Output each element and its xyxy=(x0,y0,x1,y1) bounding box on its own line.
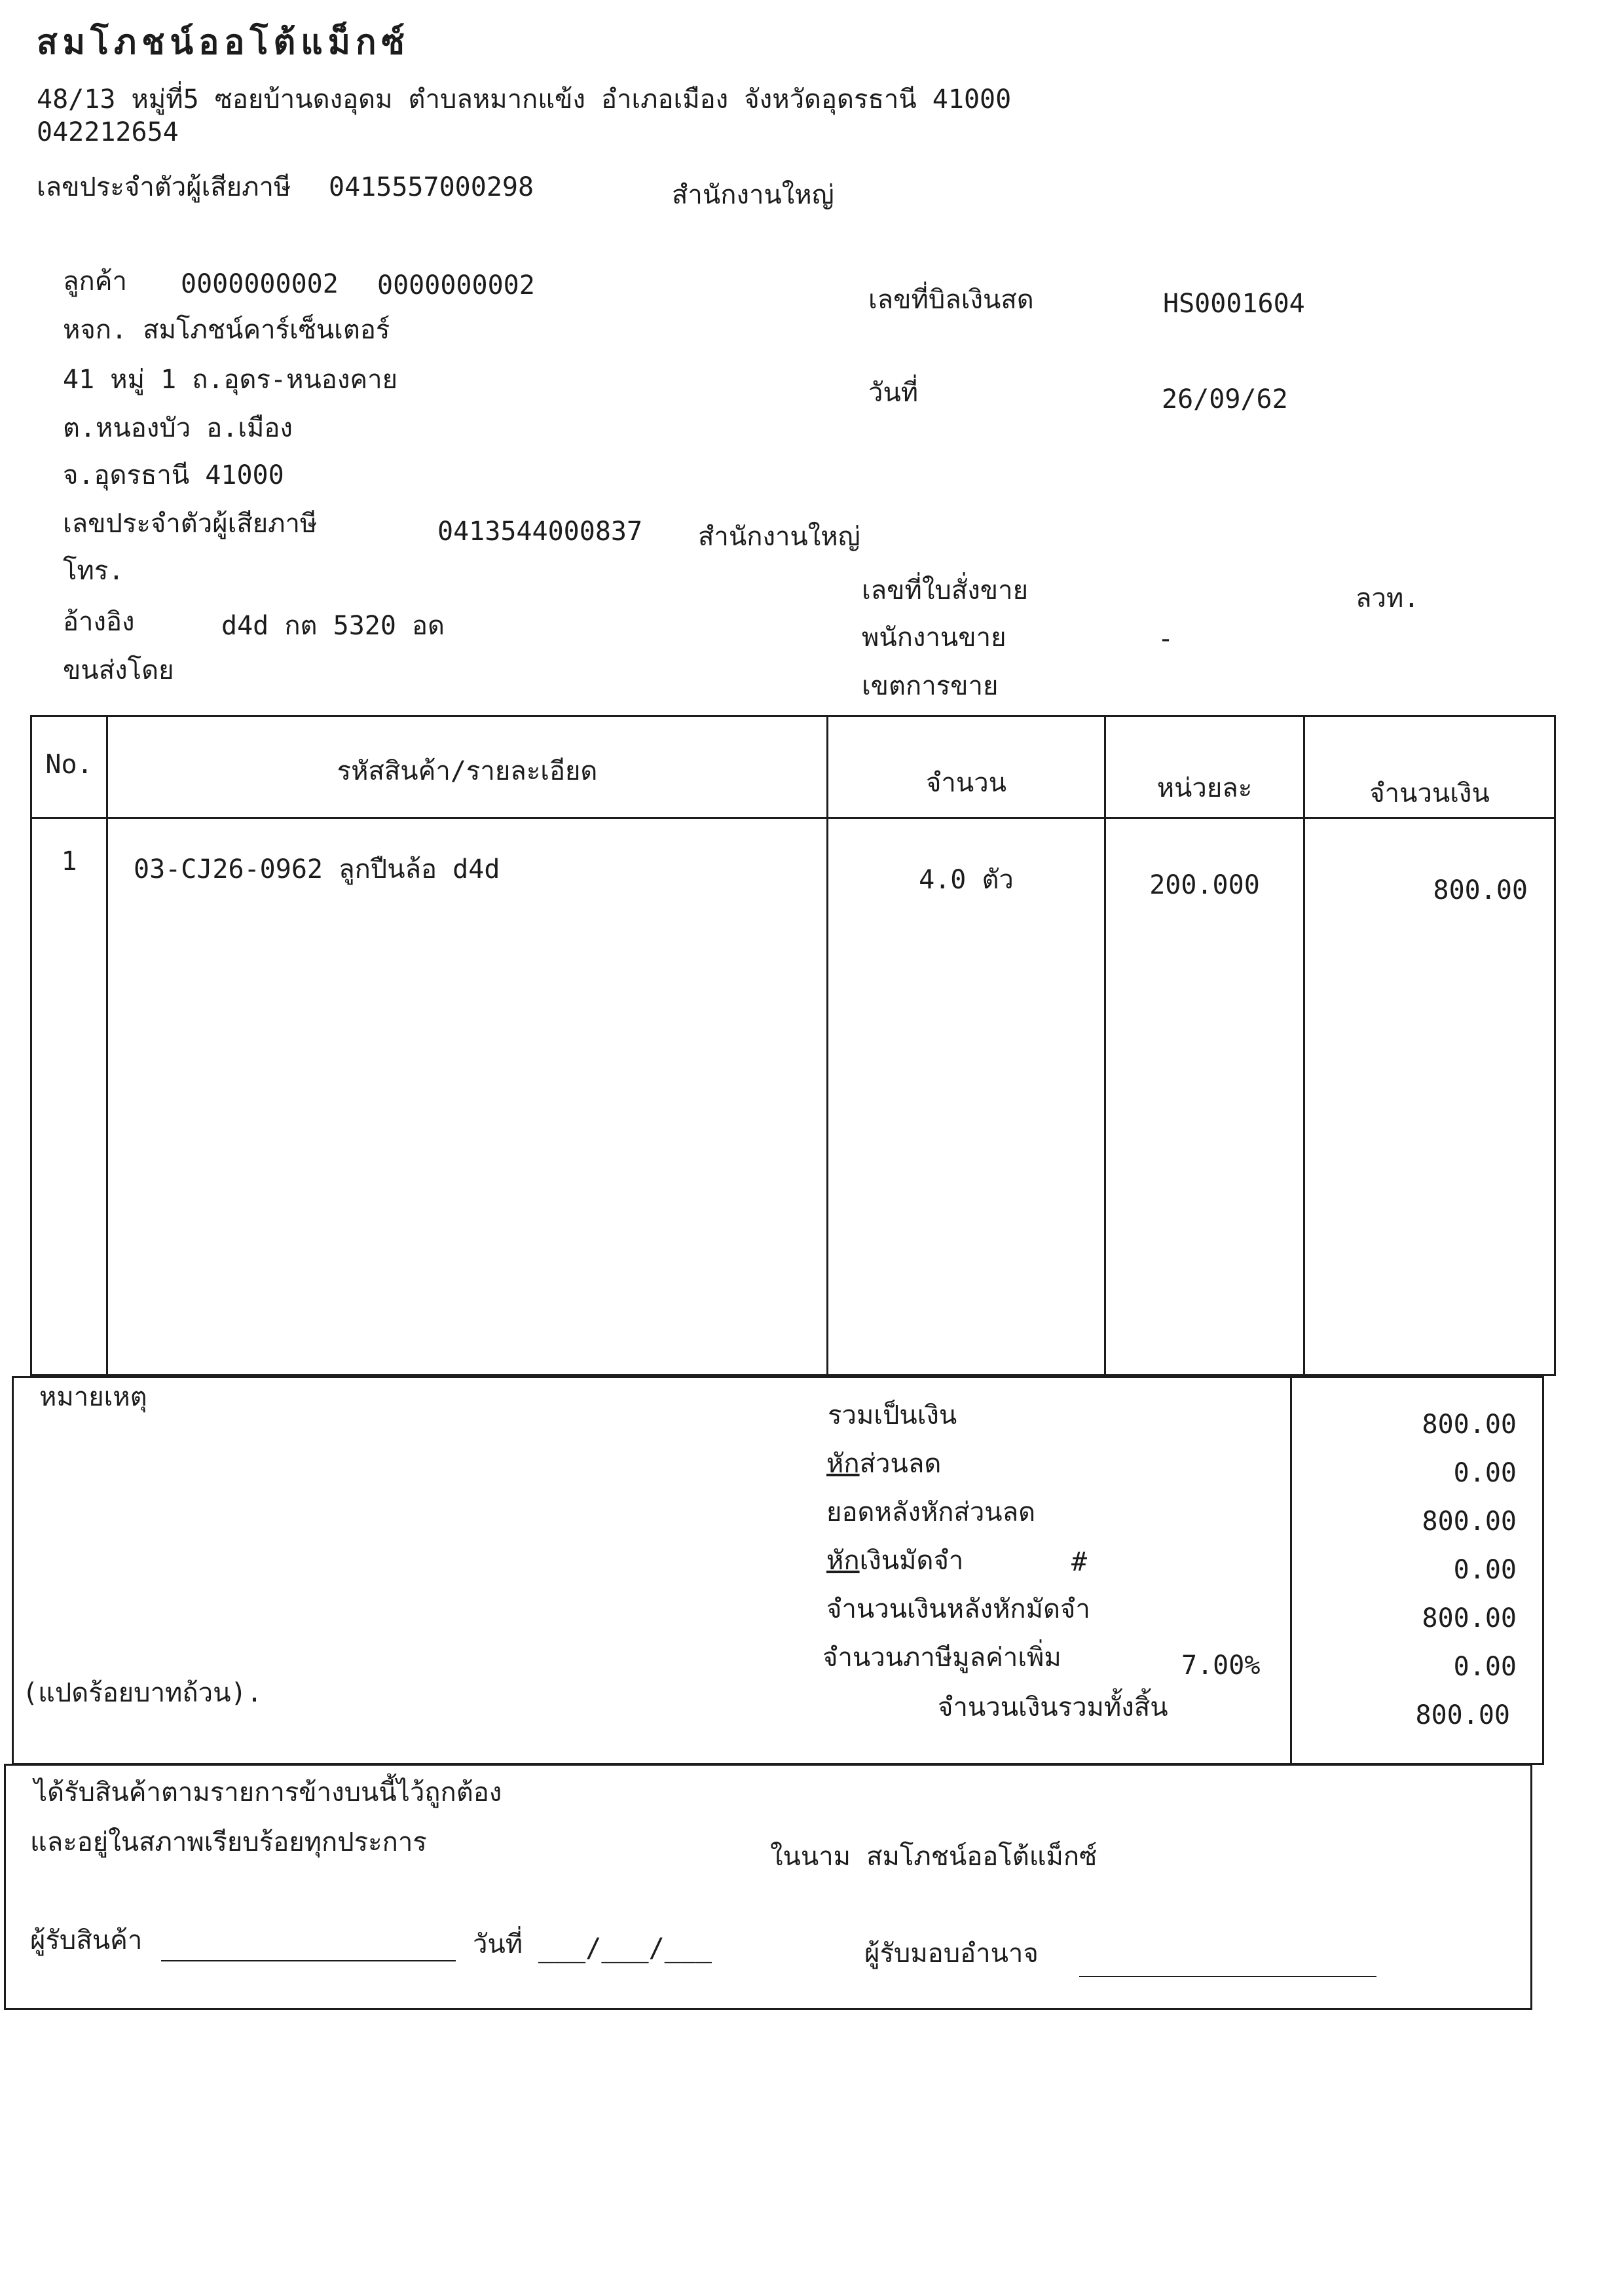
company-phone: 042212654 xyxy=(37,117,179,147)
received-line-1: ได้รับสินค้าตามรายการข้างบนนี้ไว้ถูกต้อง xyxy=(34,1777,502,1808)
row-amount: 800.00 xyxy=(1433,875,1528,905)
salesperson-label: พนักงานขาย xyxy=(862,623,1006,653)
sales-order-value: ลวท. xyxy=(1356,583,1420,613)
company-tax-id: 0415557000298 xyxy=(329,172,534,202)
items-table xyxy=(30,715,1556,1376)
sales-order-label: เลขที่ใบสั่งขาย xyxy=(862,575,1029,606)
amount-in-words: (แปดร้อยบาทถ้วน). xyxy=(22,1678,263,1708)
company-tax-id-label: เลขประจำตัวผู้เสียภาษี xyxy=(37,172,291,202)
after-deposit-label: จำนวนเงินหลังหักมัดจำ xyxy=(826,1594,1090,1624)
vat-value: 0.00 xyxy=(1453,1652,1517,1682)
after-discount-value: 800.00 xyxy=(1422,1506,1517,1537)
customer-phone-label: โทร. xyxy=(63,556,124,586)
receive-date-blank: ___/___/___ xyxy=(538,1933,712,1963)
authorized-signature-line xyxy=(1079,1976,1376,1977)
grand-total-value: 800.00 xyxy=(1415,1700,1510,1730)
customer-tax-id-label: เลขประจำตัวผู้เสียภาษี xyxy=(63,509,318,539)
bill-no: HS0001604 xyxy=(1163,289,1305,319)
sales-area-label: เขตการขาย xyxy=(862,671,999,701)
customer-address-1: 41 หมู่ 1 ถ.อุดร-หนองคาย xyxy=(63,365,398,395)
receive-date-label: วันที่ xyxy=(473,1929,523,1959)
receiver-label: ผู้รับสินค้า xyxy=(30,1925,143,1956)
table-header-divider xyxy=(30,817,1556,819)
column-divider xyxy=(1303,715,1305,1376)
receiver-signature-line xyxy=(161,1960,456,1961)
discount-label: หักส่วนลด xyxy=(826,1449,942,1479)
after-deposit-value: 800.00 xyxy=(1422,1603,1517,1633)
header-description: รหัสสินค้า/รายละเอียด xyxy=(337,756,598,786)
subtotal-value: 800.00 xyxy=(1422,1410,1517,1440)
row-unit-price: 200.000 xyxy=(1149,870,1260,900)
bill-date-label: วันที่ xyxy=(868,378,919,408)
header-unit-price: หน่วยละ xyxy=(1156,773,1253,803)
summary-divider xyxy=(1290,1376,1292,1765)
column-divider xyxy=(1104,715,1106,1376)
reference-value: d4d กต 5320 อด xyxy=(221,611,445,641)
vat-rate: 7.00% xyxy=(1181,1650,1261,1681)
salesperson-value: - xyxy=(1158,624,1174,654)
row-description: 03-CJ26-0962 ลูกปืนล้อ d4d xyxy=(134,854,500,884)
row-no: 1 xyxy=(61,847,77,877)
on-behalf: ในนาม สมโภชน์ออโต้แม็กซ์ xyxy=(770,1842,1098,1872)
company-address: 48/13 หมู่ที่5 ซอยบ้านดงอุดม ตำบลหมากแข้ง อำเภอเมือง จังหวัดอุดรธานี 41000 xyxy=(37,84,1012,115)
after-discount-label: ยอดหลังหักส่วนลด xyxy=(826,1497,1036,1527)
bill-date: 26/09/62 xyxy=(1162,384,1288,414)
customer-branch: สำนักงานใหญ่ xyxy=(698,522,860,552)
grand-total-label: จำนวนเงินรวมทั้งสิ้น xyxy=(938,1692,1168,1722)
received-line-2: และอยู่ในสภาพเรียบร้อยทุกประการ xyxy=(30,1827,427,1857)
deposit-value: 0.00 xyxy=(1453,1555,1517,1585)
customer-label: ลูกค้า xyxy=(63,266,127,297)
deposit-label: หักเงินมัดจำ xyxy=(826,1546,964,1576)
customer-tax-id: 0413544000837 xyxy=(437,517,643,547)
shipping-label: ขนส่งโดย xyxy=(63,655,174,685)
bill-no-label: เลขที่บิลเงินสด xyxy=(868,285,1034,315)
customer-address-2: ต.หนองบัว อ.เมือง xyxy=(63,413,293,443)
column-divider xyxy=(106,715,108,1376)
header-qty: จำนวน xyxy=(925,768,1007,798)
subtotal-label: รวมเป็นเงิน xyxy=(828,1400,957,1430)
customer-code-2: 0000000002 xyxy=(377,270,535,301)
customer-address-3: จ.อุดรธานี 41000 xyxy=(63,460,284,490)
column-divider xyxy=(826,715,828,1376)
discount-value: 0.00 xyxy=(1453,1458,1517,1488)
customer-name: หจก. สมโภชน์คาร์เซ็นเตอร์ xyxy=(63,315,390,345)
remark-label: หมายเหตุ xyxy=(39,1382,147,1412)
company-name: สมโภชน์ออโต้แม็กซ์ xyxy=(37,23,410,62)
reference-label: อ้างอิง xyxy=(63,607,135,637)
authorized-label: ผู้รับมอบอำนาจ xyxy=(864,1939,1039,1969)
row-qty: 4.0 ตัว xyxy=(919,865,1014,895)
deposit-mark: # xyxy=(1071,1547,1088,1577)
company-branch: สำนักงานใหญ่ xyxy=(672,180,834,210)
vat-label: จำนวนภาษีมูลค่าเพิ่ม xyxy=(822,1643,1061,1673)
customer-code-1: 0000000002 xyxy=(181,269,339,299)
header-amount: จำนวนเงิน xyxy=(1369,778,1490,809)
header-no: No. xyxy=(45,750,93,780)
